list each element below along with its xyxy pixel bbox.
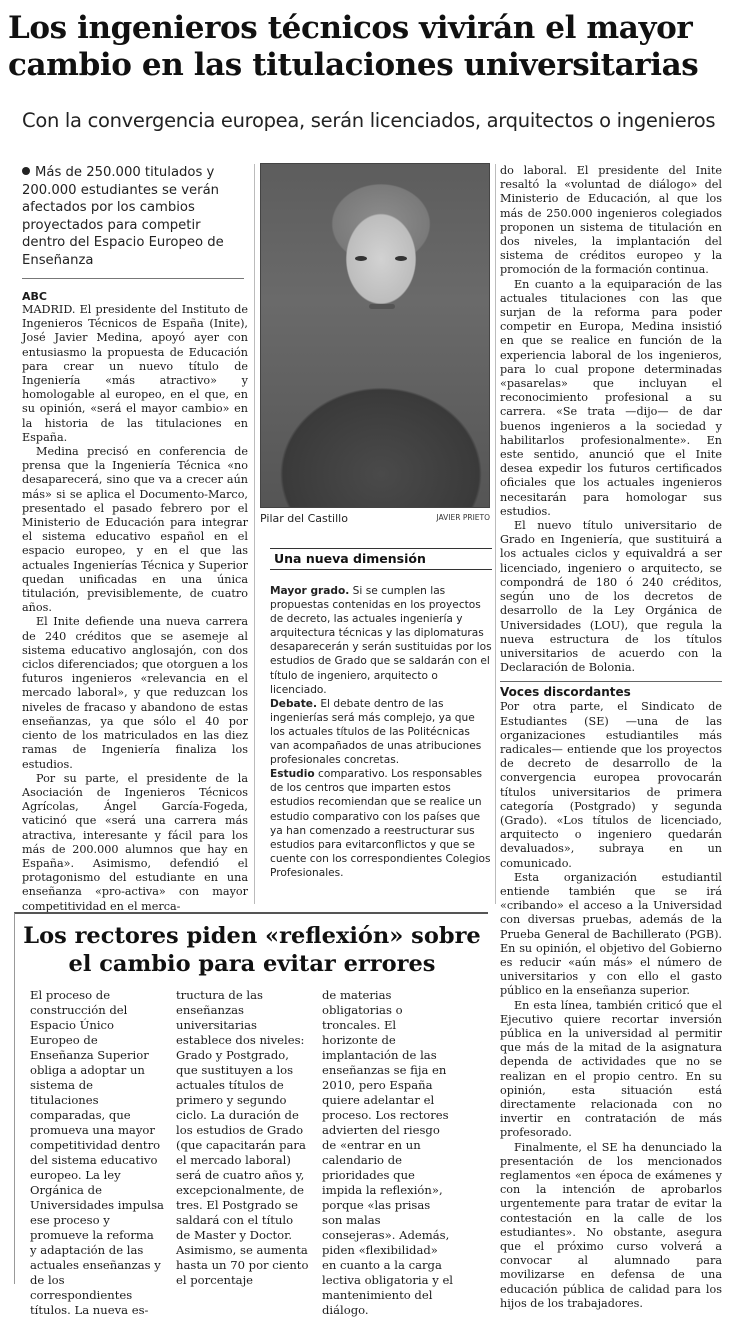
- paragraph: En esta línea, también criticó que el Ejecutivo quiere recortar inversión pública en la universidad al permitir que más de la mitad de la asignatura dependa de actividades que no se realizan en el propio centro. En su opinión, esta situación está directamente relacionada con no invertir en contratación de más profesorado.: [500, 998, 722, 1140]
- column-rule: [495, 164, 496, 904]
- photo-mouth: [369, 304, 395, 309]
- paragraph: MADRID. El presidente del Instituto de Ingenieros Técnicos de España (Inite), José Javier Medina, apoyó ayer con entusiasmo la propuesta de Educación para crear un nuevo título de Ingeniería «más atractivo» y homologable al europeo, en el que, en su opinión, «será el mayor cambio» en la historia de las titulaciones en España.: [22, 303, 248, 444]
- lead-text: Más de 250.000 titulados y 200.000 estudiantes se verán afectados por los cambios proyectados para competir dentro del Espacio Europeo de Enseñanza: [22, 165, 224, 268]
- paragraph: Por su parte, el presidente de la Asociación de Ingenieros Técnicos Agrícolas, Ángel García-Fogeda, vaticinó que «será una carrera más atractiva, interesante y fácil para los más de 200.000 alumnos que hay en España». Asimismo, defendió el protagonismo del estudiante en una enseñanza «pro-activa» con mayor competitividad en el merca-: [22, 771, 248, 913]
- sidebar-title: Una nueva dimensión: [270, 548, 492, 570]
- photo-caption: Pilar del Castillo: [260, 512, 348, 525]
- sidebar-item: [270, 697, 492, 767]
- sidebar-item: [270, 767, 492, 880]
- paragraph: El nuevo título universitario de Grado en Ingeniería, que sustituirá a los actuales ciclos y equivaldrá a ser licenciado, ingeniero o arquitecto, se compondrá de 180 ó 240 créditos, según uno de los decretos de desarrollo de la Ley Orgánica de Universidades (LOU), que regula la nueva estructura de los títulos universitarios de acuerdo con la Declaración de Bolonia.: [500, 519, 722, 675]
- sidebar-term: Debate.: [270, 697, 317, 710]
- sidebar-text: comparativo. Los responsables de los centros que imparten estos estudios recomiendan que se realice un estudio comparativo con los países que ya han comenzado a reestructurar sus estudios para evitarconflictos y que se cuente con los correspondientes Colegios Profesionales.: [270, 768, 491, 879]
- bullet-icon: [22, 167, 30, 175]
- headline: Los ingenieros técnicos vivirán el mayor cambio en las titulaciones universitarias: [8, 10, 699, 83]
- photo-credit: JAVIER PRIETO: [436, 513, 490, 522]
- paragraph: El Inite defiende una nueva carrera de 240 créditos que se asemeje al sistema educativo anglosajón, con dos ciclos diferenciados; que otorguen a los futuros ingenieros «relevancia en el mercado laboral», y que reduzcan los niveles de fracaso y abandono de estas enseñanzas, ya que sólo el 40 por ciento de los matriculados en las diez ramas de Ingeniería finaliza los estudios.: [22, 615, 248, 771]
- secondary-column-2: tructura de las enseñanzas universitarias establece dos niveles: Grado y Postgrado, que sustituyen a los actuales títulos de primero y segundo ciclo. La duración de los estudios de Grado (que capacitarán para el mercado laboral) será de cuatro años y, excepcionalmente, de tres. El Postgrado se saldará con el título de Master y Doctor. Asimismo, se aumenta hasta un 70 por ciento el porcentaje: [176, 988, 309, 1287]
- sidebar-text: Si se cumplen las propuestas contenidas en los proyectos de decreto, las actuales ingeniería y arquitectura técnicas y las diplomaturas desaparecerán y serán sustituidas por los estudios de Grado que se saldarán con el título de ingeniero, arquitecto o licenciado.: [270, 585, 492, 696]
- photo-eye: [355, 256, 367, 261]
- paragraph: Finalmente, el SE ha denunciado la presentación de los mencionados reglamentos «en época de exámenes y con la intención de aprobarlos urgentemente para tratar de evitar la contestación en la calle de los estudiantes». No obstante, asegura que el próximo curso volverá a convocar al alumnado para movilizarse en defensa de una educación pública de calidad para los hijos de los trabajadores.: [500, 1140, 722, 1310]
- paragraph: En cuanto a la equiparación de las actuales titulaciones con las que surjan de la reforma para poder competir en Europa, Medina insistió en que se realice en función de la experiencia laboral de los ingenieros, para lo cual propone determinadas «pasarelas» que incluyan el reconocimiento profesional a su carrera. «Se trata —dijo— de dar buenos ingenieros a la sociedad y habilitarlos profesionalmente». En este sentido, anunció que el Inite desea expedir los futuros certificados oficiales que los actuales ingenieros necesitarán para homologar sus estudios.: [500, 277, 722, 518]
- secondary-column-3: de materias obligatorias o troncales. El horizonte de implantación de las enseñanzas se fija en 2010, pero España quiere adelantar el proceso. Los rectores advierten del riesgo de «entrar en un calendario de prioridades que impida la reflexión», porque «las prisas son malas consejeras». Además, piden «flexibilidad» en cuanto a la carga lectiva obligatoria y el mantenimiento del diálogo.: [322, 988, 454, 1317]
- sidebar-text: El debate dentro de las ingenierías será más complejo, ya que los actuales títulos de las Politécnicas van acompañados de unas atribuciones profesionales concretas.: [270, 697, 482, 767]
- lead-summary: [22, 164, 244, 269]
- sidebar-body: [270, 584, 492, 880]
- secondary-column-1: El proceso de construcción del Espacio Único Europeo de Enseñanza Superior obliga a adoptar un sistema de titulaciones comparadas, que promueva una mayor competitividad dentro del sistema educativo europeo. La ley Orgánica de Universidades impulsa ese proceso y promueve la reforma y adaptación de las actuales enseñanzas y de los correspondientes títulos. La nueva es-: [30, 988, 164, 1317]
- paragraph: Esta organización estudiantil entiende también que se irá «cribando» el acceso a la Universidad con diversas pruebas, además de la Prueba General de Bachillerato (PGB). En su opinión, el objetivo del Gobierno es reducir «aún más» el número de universitarios y con ello el gasto público en la enseñanza superior.: [500, 870, 722, 998]
- paragraph: Medina precisó en conferencia de prensa que la Ingeniería Técnica «no desaparecerá, sino que va a crecer aún más» si se aplica el Documento-Marco, presentado el pasado febrero por el Ministerio de Educación para integrar el sistema educativo español en el espacio europeo, y en el que las actuales Ingenierías Técnica y Superior quedan unificadas en una única titulación, previsiblemente, de cuatro años.: [22, 445, 248, 615]
- article-column-1: [22, 290, 248, 914]
- subheadline: Con la convergencia europea, serán licenciados, arquitectos o ingenieros: [22, 109, 716, 132]
- article-column-3: [500, 164, 722, 1311]
- paragraph: Por otra parte, el Sindicato de Estudiantes (SE) —una de las organizaciones estudiantiles más radicales— entiende que los proyectos de decreto de desarrollo de la convergencia europea provocarán títulos universitarios de primera categoría (Postgrado) y segunda (Grado). «Los títulos de licenciado, arquitecto o ingeniero quedarán devaluados», subraya en un comunicado.: [500, 700, 722, 870]
- sidebar-term: Estudio: [270, 768, 315, 781]
- portrait-photo: [260, 163, 490, 508]
- sidebar-term: Mayor grado.: [270, 585, 350, 597]
- section-subtitle: Voces discordantes: [500, 681, 722, 700]
- lead-divider: [22, 278, 244, 279]
- secondary-headline: Los rectores piden «reflexión» sobre el cambio para evitar errores: [23, 923, 481, 977]
- column-rule: [254, 164, 255, 904]
- paragraph: do laboral. El presidente del Inite resaltó la «voluntad de diálogo» del Ministerio de Educación, al que los más de 250.000 ingenieros colegiados proponen un sistema de titulación en dos niveles, la implantación del sistema de créditos europeo y la promoción de la formación continua.: [500, 164, 722, 277]
- photo-eye: [395, 256, 407, 261]
- byline: ABC: [22, 290, 47, 303]
- sidebar-item: [270, 584, 492, 697]
